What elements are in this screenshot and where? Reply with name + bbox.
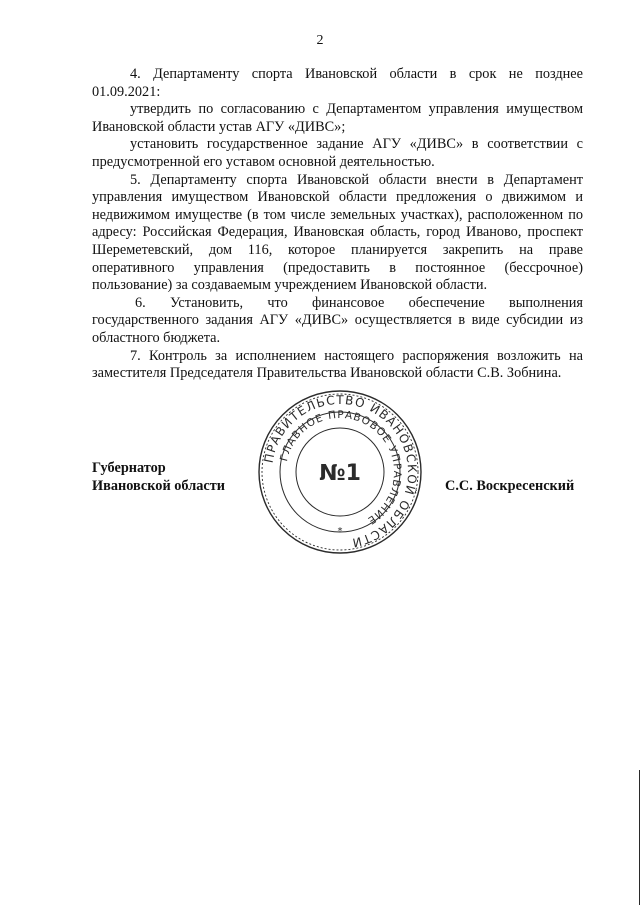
paragraph-4-item-approve: утвердить по согласованию с Департаментом управления имуществом Ивановской области устав АГУ «ДИВС»; (92, 101, 583, 135)
paragraph-4-item-assignment: установить государственное задание АГУ «ДИВС» в соответствии с предусмотренной его уставом основной деятельностью. (92, 136, 583, 170)
signatory-position (92, 459, 225, 495)
paragraph-6: 6. Установить, что финансовое обеспечение выполнения государственного задания АГУ «ДИВС» осуществляется в виде субсидии из областного бюджета. (92, 294, 583, 346)
seal-center-number: №1 (319, 461, 361, 486)
paragraph-4: 4. Департаменту спорта Ивановской области в срок не позднее 01.09.2021: (92, 66, 583, 100)
signatory-position-line2: Ивановской области (92, 478, 225, 494)
page-number: 2 (316, 33, 324, 48)
paragraph-7: 7. Контроль за исполнением настоящего распоряжения возложить на заместителя Председателя Правительства Ивановской области С.В. Зобнина. (92, 347, 583, 382)
seal-outer-text: ПРАВИТЕЛЬСТВО ИВАНОВСКОЙ ОБЛАСТИ (261, 392, 420, 551)
seal-inner-text: ГЛАВНОЕ ПРАВОВОЕ УПРАВЛЕНИЕ (278, 408, 404, 527)
signatory-position-line1: Губернатор (92, 460, 166, 476)
paragraph-5: 5. Департаменту спорта Ивановской области внести в Департамент управления имуществом Ивановской области предложения о движимом и недвижимом имуществе (в том числе земельных участках), расположенном по адресу: Российская Федерация, Ивановская область, город Иваново, проспект Шереметевский, дом 116, которое планируется закрепить на праве оперативного управления (предоставить в постоянное (бессрочное) пользование) за создаваемым учреждением Ивановской области. (92, 171, 583, 294)
signatory-name: С.С. Воскресенский (445, 478, 575, 494)
seal-star-icon: * (337, 526, 343, 537)
document-body (92, 66, 583, 383)
official-seal (256, 388, 424, 556)
